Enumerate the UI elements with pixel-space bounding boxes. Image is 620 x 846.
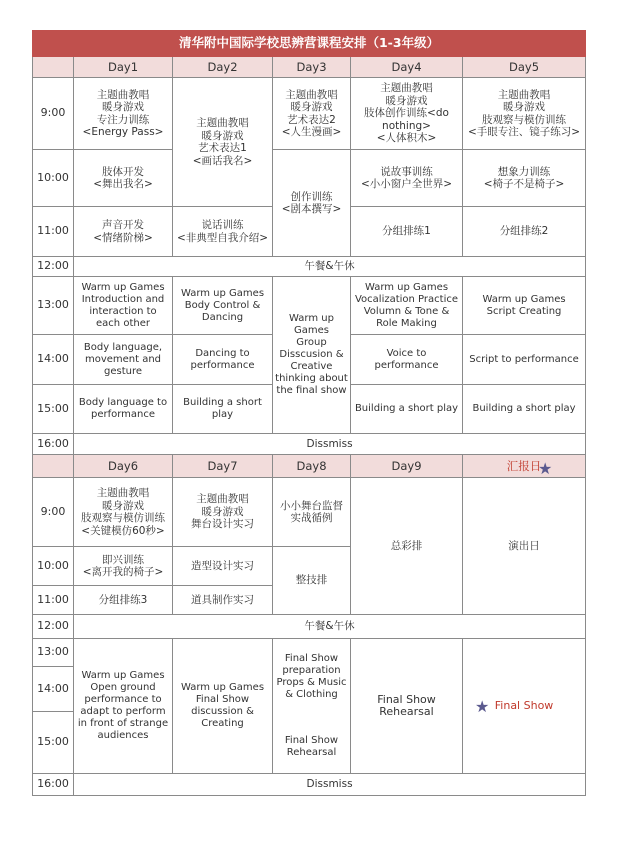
schedule-cell: 主题曲教唱 暖身游戏 艺术表达2 <人生漫画> bbox=[273, 78, 351, 150]
schedule-cell: 即兴训练 <离开我的椅子> bbox=[74, 547, 173, 586]
schedule-title: 清华附中国际学校思辨营课程安排（1-3年级） bbox=[33, 31, 586, 57]
schedule-cell: Voice to performance bbox=[351, 335, 463, 385]
star-icon: ★ bbox=[475, 697, 490, 716]
schedule-cell: 主题曲教唱 暖身游戏 肢体创作训练<do nothing> <人体积木> bbox=[351, 78, 463, 150]
time-cell: 13:00 bbox=[33, 639, 74, 667]
schedule-cell: Dancing to performance bbox=[173, 335, 273, 385]
schedule-cell: 创作训练 <剧本撰写> bbox=[273, 150, 351, 257]
time-cell: 9:00 bbox=[33, 78, 74, 150]
schedule-cell: 想象力训练 <椅子不是椅子> bbox=[463, 150, 586, 207]
schedule-cell: Warm up Games Body Control & Dancing bbox=[173, 277, 273, 335]
schedule-cell: 道具制作实习 bbox=[173, 586, 273, 615]
day-header: Day6 bbox=[74, 455, 173, 478]
schedule-cell: 演出日 bbox=[463, 478, 586, 615]
time-cell: 9:00 bbox=[33, 478, 74, 547]
schedule-cell: 声音开发 <情绪阶梯> bbox=[74, 207, 173, 257]
schedule-cell: 分组排练2 bbox=[463, 207, 586, 257]
header-corner bbox=[33, 455, 74, 478]
day-header: Day9 bbox=[351, 455, 463, 478]
schedule-cell: 主题曲教唱 暖身游戏 舞台设计实习 bbox=[173, 478, 273, 547]
schedule-cell: Warm up Games Introduction and interaction to each other bbox=[74, 277, 173, 335]
day-header: Day4 bbox=[351, 57, 463, 78]
schedule-cell: 说故事训练 <小小窗户全世界> bbox=[351, 150, 463, 207]
schedule-cell: Warm up Games Open ground performance to adapt to perform in front of strange audiences bbox=[74, 639, 173, 774]
day-header: Day8 bbox=[273, 455, 351, 478]
schedule-cell: Body language to performance bbox=[74, 385, 173, 434]
final-show-cell: Final Show bbox=[463, 639, 586, 774]
time-cell: 14:00 bbox=[33, 335, 74, 385]
time-cell: 11:00 bbox=[33, 207, 74, 257]
header-corner bbox=[33, 57, 74, 78]
time-cell: 10:00 bbox=[33, 547, 74, 586]
schedule-cell: 主题曲教唱 暖身游戏 艺术表达1 <画话我名> bbox=[173, 78, 273, 207]
schedule-cell: 小小舞台监督 实战循例 bbox=[273, 478, 351, 547]
time-cell: 15:00 bbox=[33, 712, 74, 774]
time-cell: 11:00 bbox=[33, 586, 74, 615]
schedule-table bbox=[32, 30, 586, 796]
time-cell: 13:00 bbox=[33, 277, 74, 335]
lunch-cell: 午餐&午休 bbox=[74, 615, 586, 639]
schedule-cell: Warm up Games Vocalization Practice Volumn & Tone & Role Making bbox=[351, 277, 463, 335]
time-cell: 16:00 bbox=[33, 774, 74, 796]
time-cell: 16:00 bbox=[33, 434, 74, 455]
schedule-cell: 整技排 bbox=[273, 547, 351, 615]
schedule-cell: 主题曲教唱 暖身游戏 肢观察与模仿训练 <手眼专注、镜子练习> bbox=[463, 78, 586, 150]
day-header-report-day: 汇报日 bbox=[463, 455, 586, 478]
time-cell: 14:00 bbox=[33, 667, 74, 712]
day-header: Day2 bbox=[173, 57, 273, 78]
schedule-cell: Building a short play bbox=[351, 385, 463, 434]
schedule-cell: 总彩排 bbox=[351, 478, 463, 615]
day-header: Day3 bbox=[273, 57, 351, 78]
time-cell: 15:00 bbox=[33, 385, 74, 434]
lunch-cell: 午餐&午休 bbox=[74, 257, 586, 277]
time-cell: 10:00 bbox=[33, 150, 74, 207]
schedule-cell: Building a short play bbox=[173, 385, 273, 434]
schedule-cell: 主题曲教唱 暖身游戏 肢观察与模仿训练 <关键模仿60秒> bbox=[74, 478, 173, 547]
dismiss-cell: Dissmiss bbox=[74, 774, 586, 796]
schedule-cell: Final Show Rehearsal bbox=[351, 639, 463, 774]
schedule-cell: 造型设计实习 bbox=[173, 547, 273, 586]
schedule-cell: Building a short play bbox=[463, 385, 586, 434]
time-cell: 12:00 bbox=[33, 615, 74, 639]
schedule-cell: 说话训练 <非典型自我介绍> bbox=[173, 207, 273, 257]
day-header: Day7 bbox=[173, 455, 273, 478]
schedule-cell: Warm up Games Final Show discussion & Creating bbox=[173, 639, 273, 774]
schedule-cell: 分组排练3 bbox=[74, 586, 173, 615]
schedule-cell: Warm up Games Group Disscusion & Creative thinking about the final show bbox=[273, 277, 351, 434]
day-header: Day5 bbox=[463, 57, 586, 78]
schedule-cell: 主题曲教唱 暖身游戏 专注力训练 <Energy Pass> bbox=[74, 78, 173, 150]
schedule-cell: 肢体开发 <舞出我名> bbox=[74, 150, 173, 207]
dismiss-cell: Dissmiss bbox=[74, 434, 586, 455]
schedule-cell: Script to performance bbox=[463, 335, 586, 385]
schedule-cell: Warm up Games Script Creating bbox=[463, 277, 586, 335]
star-icon: ★ bbox=[538, 459, 553, 478]
schedule-cell: Body language, movement and gesture bbox=[74, 335, 173, 385]
time-cell: 12:00 bbox=[33, 257, 74, 277]
day-header: Day1 bbox=[74, 57, 173, 78]
schedule-cell: 分组排练1 bbox=[351, 207, 463, 257]
schedule-cell: Final Show preparation Props & Music & Clothing Final Show Rehearsal bbox=[273, 639, 351, 774]
